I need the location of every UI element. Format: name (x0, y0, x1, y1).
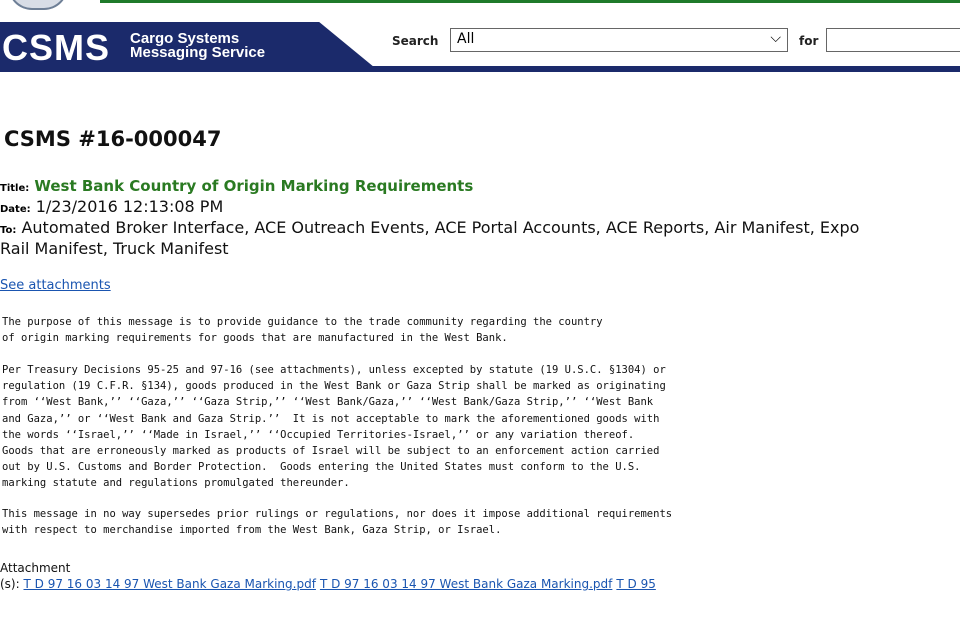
message-title: West Bank Country of Origin Marking Requirements (34, 177, 474, 195)
chevron-down-icon[interactable]: ⌵ (770, 30, 781, 46)
attachment-link[interactable]: T D 95 (616, 577, 656, 591)
attachment-link[interactable]: T D 97 16 03 14 97 West Bank Gaza Marking.pdf (319, 577, 613, 591)
message-recipients: Automated Broker Interface, ACE Outreach Events, ACE Portal Accounts, ACE Reports, Air Manifest, Expo (21, 218, 860, 237)
top-green-line (100, 0, 960, 3)
attachment-prefix: (s): (0, 577, 20, 591)
see-attachments-link[interactable]: See attachments (0, 278, 111, 293)
for-label: for (799, 34, 819, 48)
message-body-paragraph-1: The purpose of this message is to provide guidance to the trade community regarding the country of origin marking requirements for goods that are manufactured in the West Bank. (2, 316, 603, 345)
logo-subtitle-line1: Cargo Systems (130, 30, 240, 47)
search-scope-value: All (457, 31, 475, 47)
csms-logo[interactable]: CSMS (2, 27, 111, 68)
message-date: 1/23/2016 12:13:08 PM (35, 197, 224, 216)
attachment-link[interactable]: T D 97 16 03 14 97 West Bank Gaza Marking.pdf (23, 577, 316, 591)
search-label: Search (392, 34, 439, 48)
top-strip (0, 0, 960, 6)
message-body-paragraph-3: This message in no way supersedes prior rulings or regulations, nor does it impose additional requirements with respect to merchandise imported from the West Bank, Gaza Strip, or Israel. (2, 508, 673, 537)
search-input[interactable] (826, 28, 960, 52)
attachment-list (0, 577, 660, 591)
csms-logo-subtitle (130, 32, 265, 60)
banner-underline (300, 66, 960, 72)
title-key: Title: (0, 183, 30, 194)
to-row (0, 218, 859, 237)
search-scope-select[interactable] (450, 28, 788, 52)
message-recipients-line2: Rail Manifest, Truck Manifest (0, 239, 229, 258)
logo-subtitle-line2: Messaging Service (130, 44, 266, 61)
to-key: To: (0, 225, 17, 236)
title-row (0, 176, 473, 195)
message-body-paragraph-2: Per Treasury Decisions 95-25 and 97-16 (see attachments), unless excepted by statute (19 U.S.C. §1304) or regulation (19 C.F.R. §134), goods produced in the West Bank or Gaza Strip shall be marked as originating from ‘‘West Bank,’’ ‘‘Gaza,’’ ‘‘Gaza Strip,’’ ‘‘West Bank/Gaza,’’ ‘‘West Bank/Gaza Strip,’’ ‘‘West Bank and Gaza,’’ or ‘‘West Bank and Gaza Strip.’’ It is not acceptable to mark the aforementioned goods with the words ‘‘Israel,’’ ‘‘Made in Israel,’’ ‘‘Occupied Territories-Israel,’’ or any variation thereof. Goods that are erroneously marked as products of Israel will be subject to an enforcement action carried out by U.S. Customs and Border Protection. Goods entering the United States must conform to the U.S. marking statute and regulations promulgated thereunder. (2, 364, 666, 490)
date-row (0, 197, 223, 216)
date-key: Date: (0, 204, 31, 215)
attachment-label: Attachment (0, 561, 71, 575)
message-heading: CSMS #16-000047 (4, 127, 222, 151)
